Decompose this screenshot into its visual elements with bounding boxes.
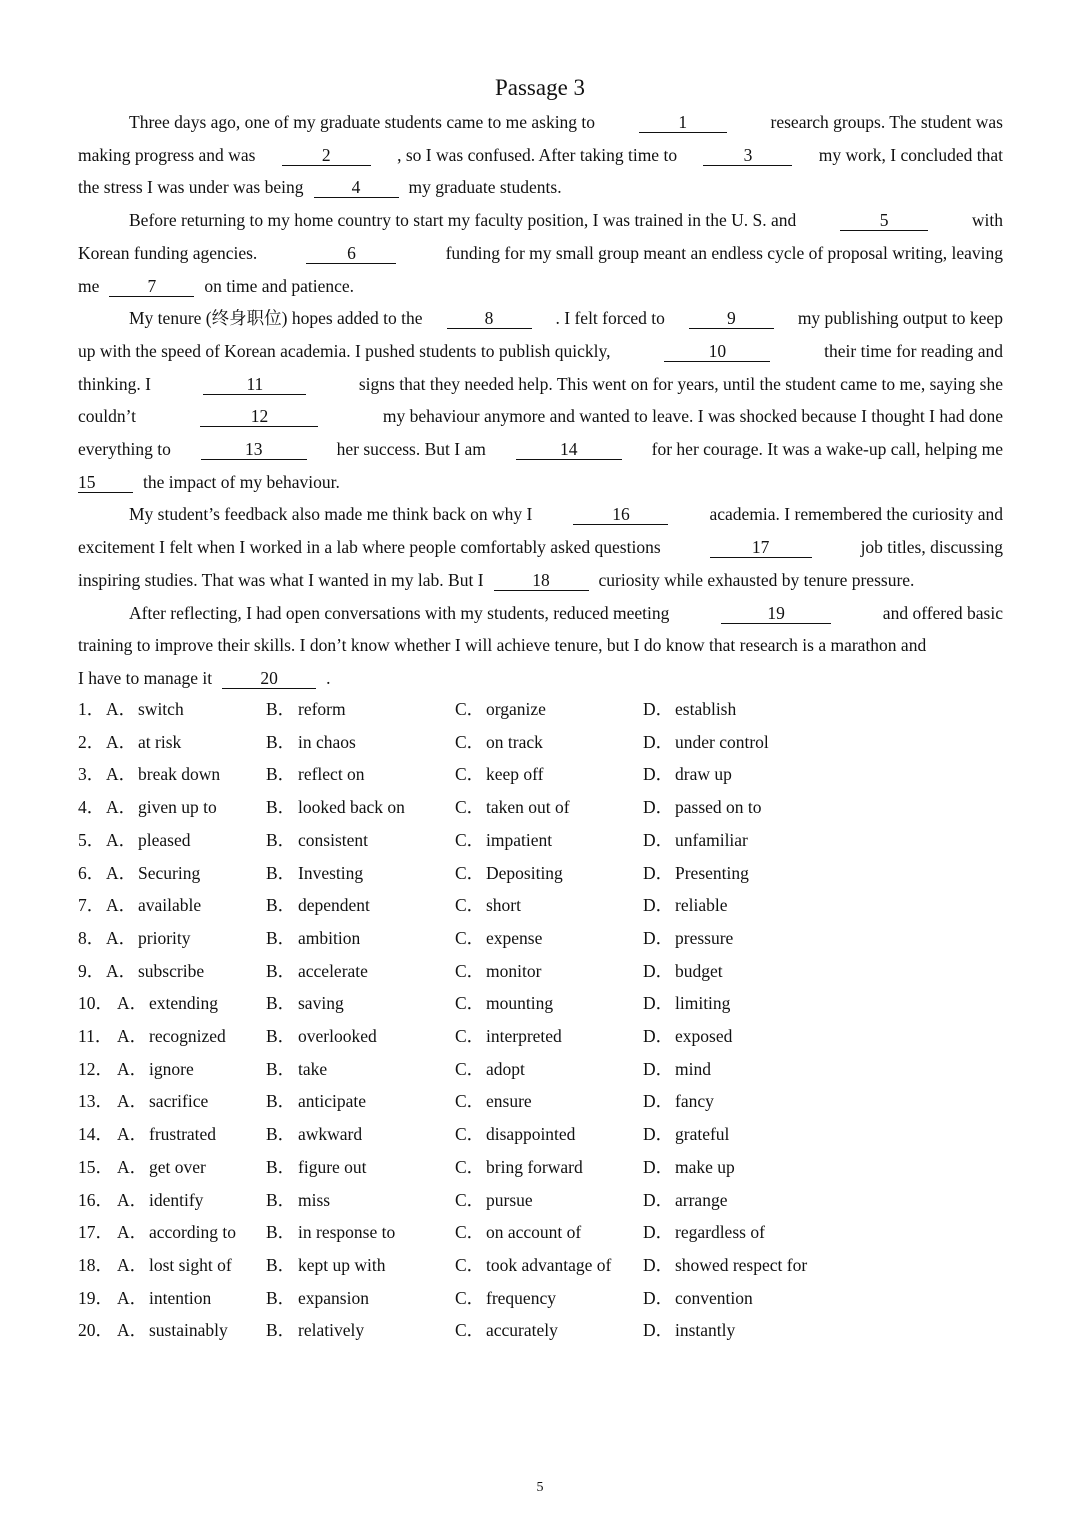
passage-text: job titles, discussing: [860, 537, 1003, 558]
option-letter-d: D．: [643, 829, 674, 850]
option-letter-c: C．: [455, 960, 485, 981]
question-number: 12．: [78, 1058, 113, 1079]
passage-text: the stress I was under was being: [78, 177, 304, 198]
blank-14[interactable]: 14: [516, 440, 622, 460]
option-letter-d: D．: [643, 1189, 674, 1210]
option-letter-b: B．: [266, 764, 296, 785]
option-d[interactable]: make up: [675, 1156, 735, 1177]
passage-line: [129, 306, 1003, 330]
blank-10[interactable]: 10: [664, 342, 770, 362]
passage-text: I have to manage it: [78, 667, 213, 688]
option-b[interactable]: reflect on: [298, 764, 365, 785]
option-letter-d: D．: [643, 1058, 674, 1079]
passage-text: inspiring studies. That was what I wanted in my lab. But I: [78, 569, 484, 590]
blank-18[interactable]: 18: [494, 571, 589, 591]
option-d[interactable]: pressure: [675, 927, 734, 948]
option-letter-d: D．: [643, 1091, 674, 1112]
question-number: 17．: [78, 1222, 113, 1243]
passage-text: and offered basic: [882, 602, 1003, 623]
passage-text: everything to: [78, 439, 171, 459]
option-d[interactable]: regardless of: [675, 1222, 765, 1243]
option-letter-c: C．: [455, 1254, 485, 1275]
option-c[interactable]: adopt: [486, 1058, 525, 1079]
option-letter-a: A．: [106, 731, 137, 752]
blank-12[interactable]: 12: [200, 407, 318, 427]
question-number: 11．: [78, 1026, 113, 1046]
option-c[interactable]: taken out of: [486, 797, 570, 818]
option-a[interactable]: sacrifice: [149, 1091, 209, 1112]
passage-text: Before returning to my home country to start my faculty position, I was trained in the U. S. and: [129, 210, 797, 231]
option-letter-a: A．: [106, 764, 137, 785]
option-letter-c: C．: [455, 1189, 485, 1210]
passage-line: [78, 175, 1003, 199]
blank-11[interactable]: 11: [203, 375, 306, 395]
option-a[interactable]: pleased: [138, 829, 191, 850]
option-b[interactable]: relatively: [298, 1320, 365, 1341]
option-letter-b: B．: [266, 960, 296, 981]
blank-17[interactable]: 17: [710, 538, 812, 558]
option-d[interactable]: reliable: [675, 895, 728, 916]
passage-text: for her courage. It was a wake-up call, helping me: [651, 439, 1003, 459]
option-letter-a: A．: [117, 1156, 148, 1177]
option-c[interactable]: ensure: [486, 1091, 532, 1112]
passage-line: [129, 601, 1003, 625]
passage-text: my publishing output to keep: [797, 308, 1003, 329]
option-letter-d: D．: [643, 1254, 674, 1275]
question-number: 1．: [78, 699, 105, 719]
option-letter-b: B．: [266, 731, 296, 752]
option-letter-a: A．: [106, 895, 137, 916]
option-a[interactable]: at risk: [138, 731, 182, 752]
option-b[interactable]: figure out: [298, 1156, 367, 1177]
passage-text: curiosity while exhausted by tenure pressure.: [598, 569, 915, 590]
option-b[interactable]: saving: [298, 993, 344, 1014]
option-letter-b: B．: [266, 1320, 296, 1341]
page-number: 5: [536, 1480, 544, 1495]
passage-text: My student’s feedback also made me think back on why I: [129, 504, 533, 525]
option-letter-a: A．: [106, 797, 137, 818]
option-c[interactable]: Depositing: [486, 862, 563, 883]
option-c[interactable]: organize: [486, 699, 546, 719]
option-a[interactable]: switch: [138, 699, 184, 719]
option-letter-a: A．: [106, 699, 137, 719]
passage-text: academia. I remembered the curiosity and: [709, 504, 1003, 525]
option-a[interactable]: subscribe: [138, 960, 205, 981]
option-letter-a: A．: [106, 927, 137, 948]
option-letter-c: C．: [455, 764, 485, 785]
option-b[interactable]: in response to: [298, 1222, 396, 1243]
option-letter-d: D．: [643, 960, 674, 981]
question-number: 9．: [78, 960, 105, 981]
passage-line: [78, 274, 1003, 298]
option-letter-c: C．: [455, 829, 485, 850]
option-letter-b: B．: [266, 1254, 296, 1275]
option-c[interactable]: on track: [486, 731, 543, 752]
blank-5[interactable]: 5: [840, 211, 928, 231]
option-b[interactable]: take: [298, 1058, 328, 1079]
option-c[interactable]: pursue: [486, 1189, 533, 1210]
passage-text: .: [326, 667, 331, 688]
option-b[interactable]: awkward: [298, 1124, 363, 1145]
option-letter-c: C．: [455, 731, 485, 752]
passage-line: [78, 437, 1003, 461]
option-letter-a: A．: [117, 1189, 148, 1210]
option-letter-d: D．: [643, 1222, 674, 1243]
passage-text: her success. But I am: [336, 439, 486, 459]
passage-text: couldn’t: [78, 406, 137, 427]
option-b[interactable]: reform: [298, 699, 346, 719]
option-letter-c: C．: [455, 993, 485, 1014]
option-d[interactable]: instantly: [675, 1320, 736, 1341]
passage-line: [78, 535, 1003, 559]
question-number: 13．: [78, 1091, 113, 1112]
option-b[interactable]: ambition: [298, 927, 361, 948]
option-b[interactable]: consistent: [298, 829, 368, 850]
option-letter-b: B．: [266, 1156, 296, 1177]
option-letter-b: B．: [266, 797, 296, 818]
blank-16[interactable]: 16: [573, 505, 668, 525]
passage-line: [78, 633, 1003, 657]
option-letter-b: B．: [266, 1189, 296, 1210]
option-letter-c: C．: [455, 1058, 485, 1079]
option-letter-b: B．: [266, 927, 296, 948]
option-letter-b: B．: [266, 1124, 296, 1145]
option-c[interactable]: short: [486, 895, 521, 916]
option-letter-c: C．: [455, 895, 485, 916]
option-b[interactable]: anticipate: [298, 1091, 367, 1112]
passage-line: [78, 568, 1003, 592]
question-number: 5．: [78, 829, 105, 850]
option-letter-d: D．: [643, 1026, 674, 1046]
option-letter-a: A．: [117, 1222, 148, 1243]
question-number: 18．: [78, 1254, 113, 1275]
option-letter-d: D．: [643, 731, 674, 752]
option-c[interactable]: monitor: [486, 960, 542, 981]
option-d[interactable]: establish: [675, 699, 737, 719]
blank-20[interactable]: 20: [222, 669, 316, 689]
passage-text: excitement I felt when I worked in a lab where people comfortably asked questions: [78, 537, 661, 558]
passage-line: [78, 666, 1003, 690]
passage-text: My tenure (终身职位) hopes added to the: [129, 308, 423, 329]
passage-text: . I felt forced to: [555, 308, 665, 329]
option-letter-b: B．: [266, 993, 296, 1014]
option-d[interactable]: limiting: [675, 993, 731, 1014]
question-number: 7．: [78, 895, 105, 916]
option-letter-d: D．: [643, 993, 674, 1014]
passage-text: thinking. I: [78, 373, 151, 394]
option-b[interactable]: expansion: [298, 1287, 369, 1308]
option-letter-d: D．: [643, 1320, 674, 1341]
option-c[interactable]: frequency: [486, 1287, 556, 1308]
option-b[interactable]: overlooked: [298, 1026, 377, 1046]
option-d[interactable]: draw up: [675, 764, 732, 785]
option-c[interactable]: keep off: [486, 764, 544, 785]
question-number: 8．: [78, 927, 105, 948]
option-c[interactable]: disappointed: [486, 1124, 576, 1145]
passage-text: with: [971, 210, 1003, 231]
option-c[interactable]: on account of: [486, 1222, 582, 1243]
option-letter-a: A．: [106, 829, 137, 850]
passage-text: up with the speed of Korean academia. I pushed students to publish quickly,: [78, 340, 611, 361]
option-a[interactable]: ignore: [149, 1058, 194, 1079]
passage-line: [78, 241, 1003, 265]
option-d[interactable]: mind: [675, 1058, 711, 1079]
option-letter-a: A．: [106, 960, 137, 981]
option-c[interactable]: mounting: [486, 993, 554, 1014]
option-d[interactable]: passed on to: [675, 797, 762, 818]
passage-text: my graduate students.: [408, 177, 562, 198]
question-number: 14．: [78, 1124, 113, 1145]
option-letter-d: D．: [643, 927, 674, 948]
option-a[interactable]: recognized: [149, 1026, 226, 1046]
question-number: 3．: [78, 764, 105, 785]
passage-text: my behaviour anymore and wanted to leave. I was shocked because I thought I had done: [382, 406, 1003, 427]
option-letter-a: A．: [117, 1091, 148, 1112]
option-letter-b: B．: [266, 862, 296, 883]
option-letter-a: A．: [117, 1058, 148, 1079]
blank-6[interactable]: 6: [306, 244, 396, 264]
passage-line: [78, 404, 1003, 428]
blank-8[interactable]: 8: [447, 309, 532, 329]
option-d[interactable]: grateful: [675, 1124, 730, 1145]
option-a[interactable]: Securing: [138, 862, 201, 883]
question-number: 4．: [78, 797, 105, 818]
option-a[interactable]: priority: [138, 927, 191, 948]
option-b[interactable]: kept up with: [298, 1254, 386, 1275]
option-letter-a: A．: [117, 993, 148, 1014]
option-letter-c: C．: [455, 1320, 485, 1341]
option-b[interactable]: looked back on: [298, 797, 405, 818]
option-letter-d: D．: [643, 1156, 674, 1177]
option-d[interactable]: showed respect for: [675, 1254, 808, 1275]
option-a[interactable]: lost sight of: [149, 1254, 232, 1275]
passage-text: my work, I concluded that: [818, 144, 1003, 165]
question-number: 19．: [78, 1287, 113, 1308]
option-c[interactable]: impatient: [486, 829, 553, 850]
passage-text: me: [78, 275, 100, 296]
option-letter-a: A．: [117, 1287, 148, 1308]
option-b[interactable]: accelerate: [298, 960, 368, 981]
passage-text: Korean funding agencies.: [78, 242, 258, 263]
passage-text: After reflecting, I had open conversations with my students, reduced meeting: [129, 602, 670, 623]
passage-text: funding for my small group meant an endless cycle of proposal writing, leaving: [445, 242, 1003, 263]
question-number: 6．: [78, 862, 105, 883]
option-c[interactable]: bring forward: [486, 1156, 583, 1177]
option-letter-a: A．: [117, 1124, 148, 1145]
option-letter-b: B．: [266, 1026, 296, 1046]
option-d[interactable]: fancy: [675, 1091, 714, 1112]
option-d[interactable]: Presenting: [675, 862, 749, 883]
passage-text: , so I was confused. After taking time to: [397, 144, 678, 165]
option-letter-d: D．: [643, 699, 674, 719]
option-letter-b: B．: [266, 1058, 296, 1079]
option-c[interactable]: interpreted: [486, 1026, 562, 1046]
option-letter-c: C．: [455, 1156, 485, 1177]
option-letter-b: B．: [266, 1222, 296, 1243]
option-b[interactable]: Investing: [298, 862, 364, 883]
blank-3[interactable]: 3: [703, 146, 792, 166]
question-number: 10．: [78, 993, 113, 1014]
option-letter-c: C．: [455, 797, 485, 818]
passage-line: [129, 208, 1003, 232]
blank-15[interactable]: 15: [78, 473, 133, 493]
option-letter-c: C．: [455, 927, 485, 948]
option-b[interactable]: in chaos: [298, 731, 356, 752]
option-letter-d: D．: [643, 1124, 674, 1145]
option-d[interactable]: under control: [675, 731, 769, 752]
option-letter-b: B．: [266, 1091, 296, 1112]
option-letter-c: C．: [455, 1287, 485, 1308]
option-a[interactable]: according to: [149, 1222, 236, 1243]
blank-19[interactable]: 19: [721, 604, 831, 624]
option-b[interactable]: dependent: [298, 895, 370, 916]
option-letter-a: A．: [117, 1026, 148, 1046]
passage-line: [129, 502, 1003, 526]
option-a[interactable]: extending: [149, 993, 219, 1014]
passage-line: [78, 339, 1003, 363]
option-a[interactable]: frustrated: [149, 1124, 217, 1145]
passage-title: Passage 3: [494, 75, 586, 100]
option-letter-b: B．: [266, 895, 296, 916]
option-letter-c: C．: [455, 1222, 485, 1243]
option-d[interactable]: arrange: [675, 1189, 728, 1210]
option-letter-b: B．: [266, 1287, 296, 1308]
option-letter-d: D．: [643, 797, 674, 818]
question-number: 16．: [78, 1189, 113, 1210]
option-letter-c: C．: [455, 699, 485, 719]
option-letter-a: A．: [117, 1254, 148, 1275]
passage-text: Three days ago, one of my graduate students came to me asking to: [129, 112, 596, 132]
question-number: 15．: [78, 1156, 113, 1177]
blank-7[interactable]: 7: [109, 277, 194, 297]
passage-line: [78, 372, 1003, 396]
option-letter-b: B．: [266, 699, 296, 719]
passage-line: [78, 143, 1003, 167]
blank-1[interactable]: 1: [639, 113, 727, 133]
blank-9[interactable]: 9: [689, 309, 774, 329]
option-a[interactable]: available: [138, 895, 202, 916]
option-letter-c: C．: [455, 862, 485, 883]
option-letter-d: D．: [643, 862, 674, 883]
passage-line: [78, 470, 1003, 494]
passage-text: their time for reading and: [824, 340, 1003, 361]
option-letter-c: C．: [455, 1124, 485, 1145]
option-c[interactable]: accurately: [486, 1320, 558, 1341]
option-letter-d: D．: [643, 1287, 674, 1308]
option-letter-c: C．: [455, 1091, 485, 1112]
passage-text: the impact of my behaviour.: [143, 471, 340, 492]
option-letter-b: B．: [266, 829, 296, 850]
option-a[interactable]: identify: [149, 1189, 204, 1210]
option-letter-a: A．: [106, 862, 137, 883]
passage-text: on time and patience.: [204, 275, 355, 296]
option-d[interactable]: unfamiliar: [675, 829, 748, 850]
option-b[interactable]: miss: [298, 1189, 331, 1210]
option-a[interactable]: get over: [149, 1156, 206, 1177]
passage-text: training to improve their skills. I don’t know whether I will achieve tenure, but I do know that research is a marathon and: [78, 635, 927, 656]
option-a[interactable]: intention: [149, 1287, 212, 1308]
question-number: 2．: [78, 731, 105, 752]
passage-text: signs that they needed help. This went on for years, until the student came to me, saying she: [358, 373, 1003, 394]
option-d[interactable]: budget: [675, 960, 723, 981]
option-letter-a: A．: [117, 1320, 148, 1341]
option-a[interactable]: given up to: [138, 797, 217, 818]
blank-4[interactable]: 4: [314, 178, 399, 198]
option-d[interactable]: exposed: [675, 1026, 733, 1046]
option-letter-c: C．: [455, 1026, 485, 1046]
option-letter-d: D．: [643, 764, 674, 785]
option-c[interactable]: expense: [486, 927, 543, 948]
passage-text: research groups. The student was: [770, 112, 1003, 132]
option-letter-d: D．: [643, 895, 674, 916]
option-c[interactable]: took advantage of: [486, 1254, 612, 1275]
option-a[interactable]: break down: [138, 764, 221, 785]
passage-text: making progress and was: [78, 144, 256, 165]
passage-line: [129, 110, 1003, 134]
option-a[interactable]: sustainably: [149, 1320, 228, 1341]
question-number: 20．: [78, 1320, 113, 1341]
blank-13[interactable]: 13: [201, 440, 307, 460]
blank-2[interactable]: 2: [282, 146, 371, 166]
option-d[interactable]: convention: [675, 1287, 753, 1308]
